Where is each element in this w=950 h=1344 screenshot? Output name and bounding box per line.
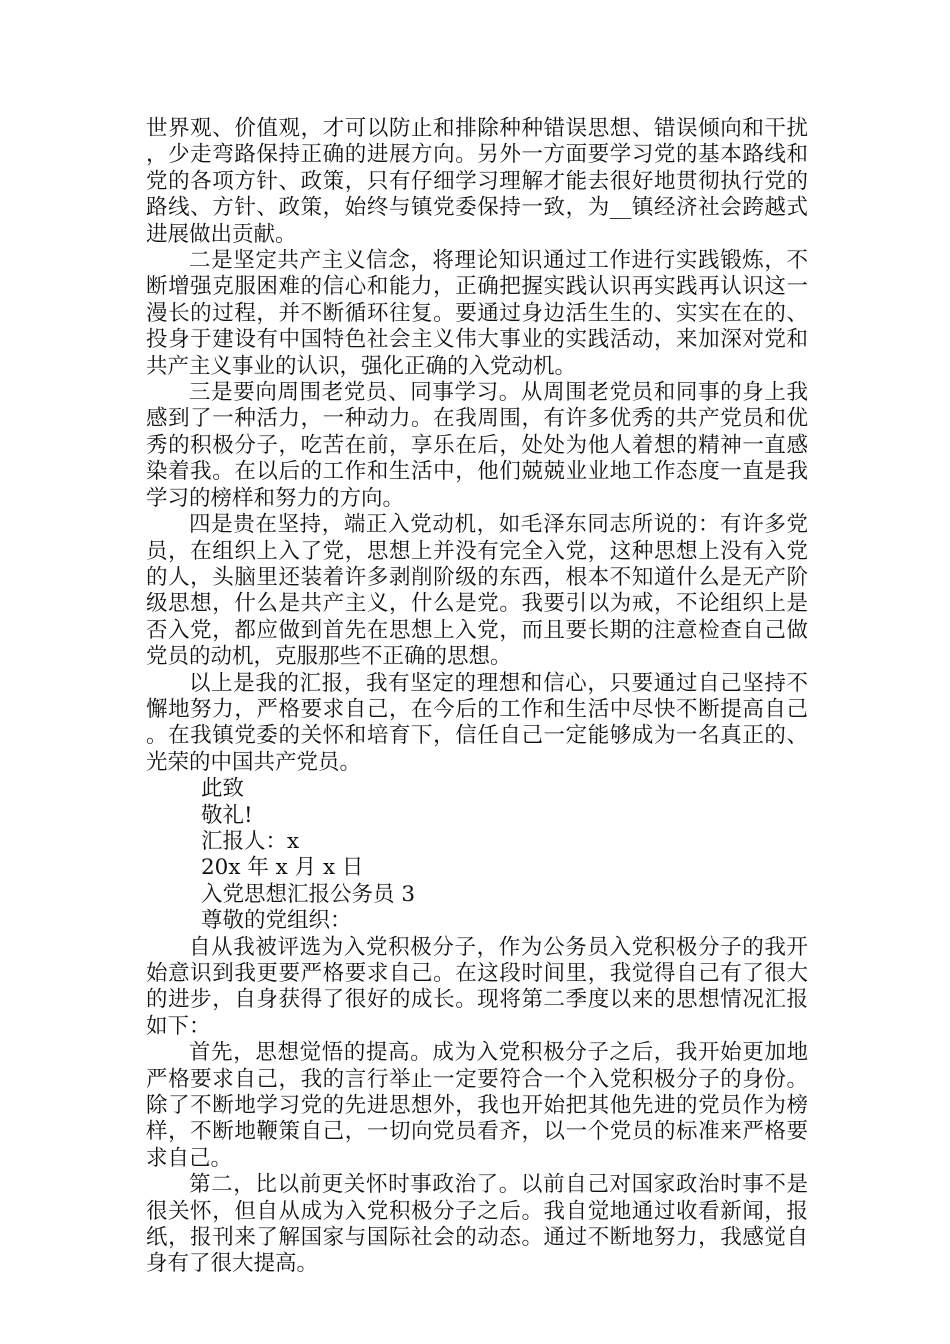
paragraph-point-four: 四是贵在坚持，端正入党动机，如毛泽东同志所说的：有许多党员，在组织上入了党，思想上并没有完全入党，这种思想上没有入党的人，头脑里还装着许多剥削阶级的东西，根本不知道什么是无产阶级思想，什么是共产主义，什么是党。我要引以为戒，不论组织上是否入党，都应做到首先在思想上入党，而且要长期的注意检查自己做党员的动机，克服那些不正确的思想。 xyxy=(146,512,808,670)
reporter-line: 汇报人：x xyxy=(201,828,300,854)
paragraph-summary: 以上是我的汇报，我有坚定的理想和信心，只要通过自己坚持不懈地努力，严格要求自己，在今后的工作和生活中尽快不断提高自己。在我镇党委的关怀和培育下，信任自己一定能够成为一名真正的、光荣的中国共产党员。 xyxy=(146,670,808,775)
paragraph-point-three: 三是要向周围老党员、同事学习。从周围老党员和同事的身上我感到了一种活力，一种动力。在我周围，有许多优秀的共产党员和优秀的积极分子，吃苦在前，享乐在后，处处为他人着想的精神一直感染着我。在以后的工作和生活中，他们兢兢业业地工作态度一直是我学习的榜样和努力的方向。 xyxy=(146,380,808,511)
date-line: 20x 年 x 月 x 日 xyxy=(201,855,364,881)
salutation-line: 尊敬的党组织： xyxy=(201,908,352,934)
paragraph-intro: 自从我被评选为入党积极分子，作为公务员入党积极分子的我开始意识到我更要严格要求自己。在这段时间里，我觉得自己有了很大的进步，自身获得了很好的成长。现将第二季度以来的思想情况汇报如下： xyxy=(146,934,808,1039)
paragraph-second-point: 第二，比以前更关怀时事政治了。以前自己对国家政治时事不是很关怀，但自从成为入党积极分子之后。我自觉地通过收看新闻，报纸，报刊来了解国家与国际社会的动态。通过不断地努力，我感觉自身有了很大提高。 xyxy=(146,1172,808,1277)
document-body xyxy=(146,116,808,1278)
closing-line-2: 敬礼! xyxy=(201,802,253,828)
paragraph-point-two: 二是坚定共产主义信念，将理论知识通过工作进行实践锻炼，不断增强克服困难的信心和能力，正确把握实践认识再实践再认识这一漫长的过程，并不断循环往复。要通过身边活生生的、实实在在的、投身于建设有中国特色社会主义伟大事业的实践活动，来加深对党和共产主义事业的认识，强化正确的入党动机。 xyxy=(146,248,808,379)
section-title: 入党思想汇报公务员 3 xyxy=(201,881,416,907)
paragraph-worldview: 世界观、价值观，才可以防止和排除种种错误思想、错误倾向和干扰，少走弯路保持正确的进展方向。另外一方面要学习党的基本路线和党的各项方针、政策，只有仔细学习理解才能去很好地贯彻执行党的路线、方针、政策，始终与镇党委保持一致，为__镇经济社会跨越式进展做出贡献。 xyxy=(146,116,808,247)
closing-line-1: 此致 xyxy=(201,776,245,802)
paragraph-first-point: 首先，思想觉悟的提高。成为入党积极分子之后，我开始更加地严格要求自己，我的言行举止一定要符合一个入党积极分子的身份。除了不断地学习党的先进思想外，我也开始把其他先进的党员作为榜样，不断地鞭策自己，一切向党员看齐，以一个党员的标准来严格要求自己。 xyxy=(146,1040,808,1171)
